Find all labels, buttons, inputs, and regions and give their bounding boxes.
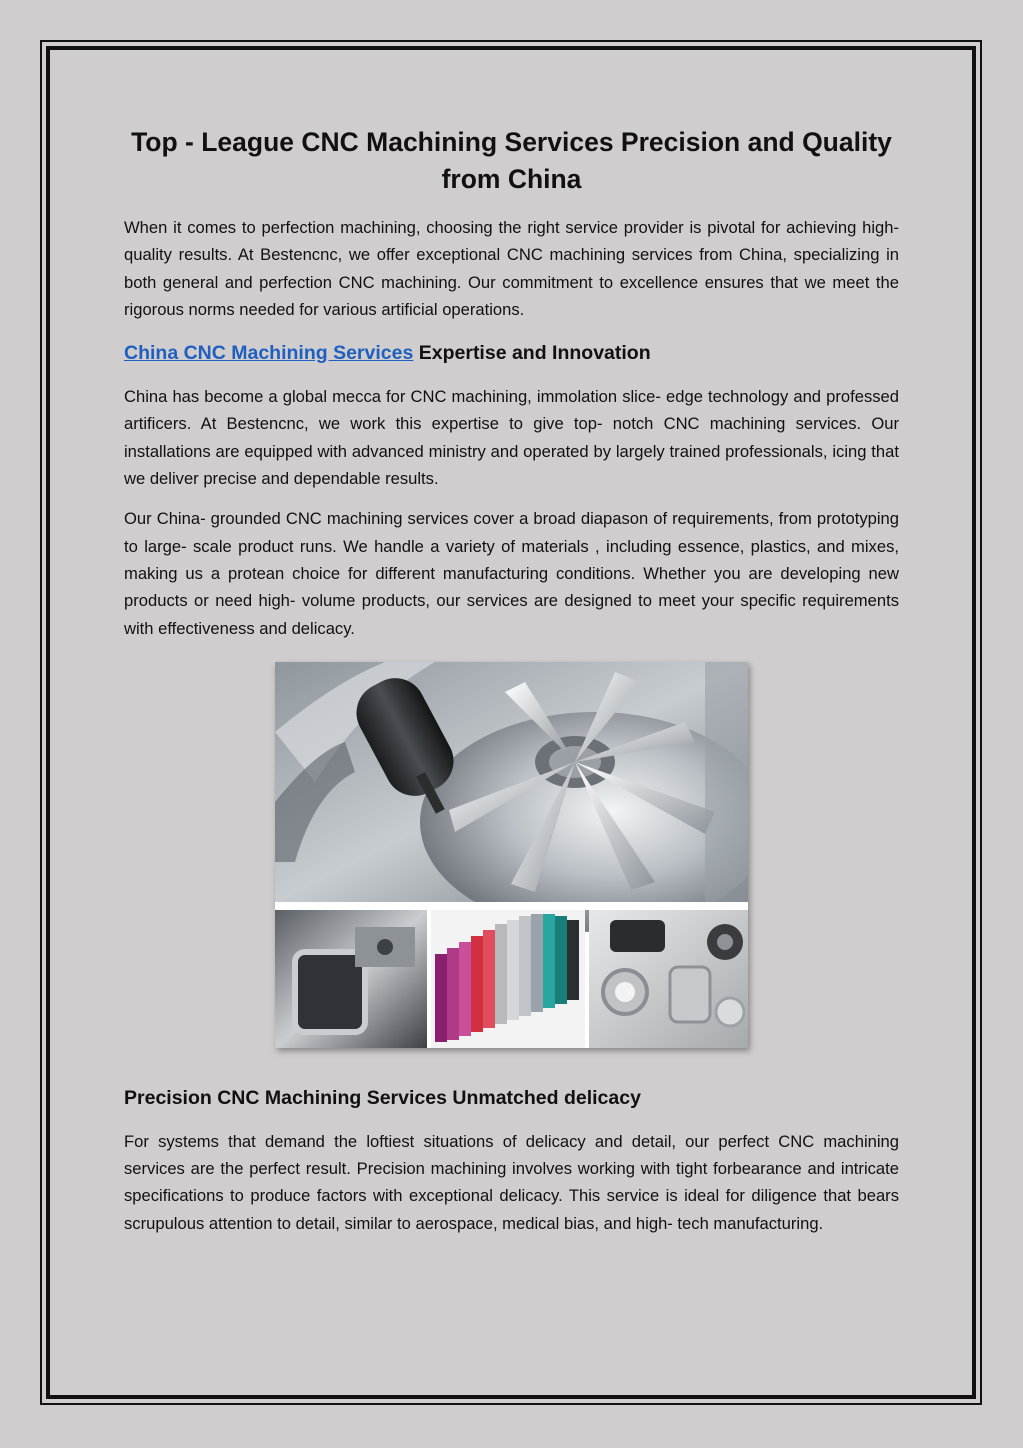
document-body <box>124 124 899 1250</box>
section1-paragraph-1: China has become a global mecca for CNC machining, immolation slice- edge technology and professed artificers. At Bestencnc, we work this expertise to give top- notch CNC machining services. Our installations are equipped with advanced ministry and operated by largely trained professionals, icing that we deliver precise and dependable results. <box>124 387 899 489</box>
section-heading-china-cnc <box>124 339 899 367</box>
section1-paragraph-2: Our China- grounded CNC machining services cover a broad diapason of requirements, from prototyping to large- scale product runs. We handle a variety of materials , including essence, plastics, and mixes, making us a protean choice for different manufacturing conditions. Whether you are developing new products or need high- volume products, our services are designed to meet your specific requirements with effectiveness and delicacy. <box>124 509 899 638</box>
intro-paragraph: When it comes to perfection machining, choosing the right service provider is pivotal for achieving high- quality results. At Bestencnc, we offer exceptional CNC machining services from China, specializing in both general and perfection CNC machining. Our commitment to excellence ensures that we meet the rigorous norms needed for various artificial operations. <box>124 218 899 319</box>
china-cnc-machining-services-link[interactable]: China CNC Machining Services <box>124 342 414 365</box>
document-title: Top - League CNC Machining Services Precision and Quality from China <box>131 127 892 194</box>
cnc-machining-illustration <box>275 662 748 1048</box>
section-heading-precision-cnc: Precision CNC Machining Services Unmatched delicacy <box>124 1086 641 1109</box>
section-heading-rest: Expertise and Innovation <box>413 342 651 365</box>
cnc-machining-image <box>275 662 748 1048</box>
section2-paragraph-1: For systems that demand the loftiest situations of delicacy and detail, our perfect CNC machining services are the perfect result. Precision machining involves working with tight forbearance and intricate specifications to produce factors with exceptional delicacy. This service is ideal for diligence that bears scrupulous attention to detail, similar to aerospace, medical bias, and high- tech manufacturing. <box>124 1131 899 1233</box>
